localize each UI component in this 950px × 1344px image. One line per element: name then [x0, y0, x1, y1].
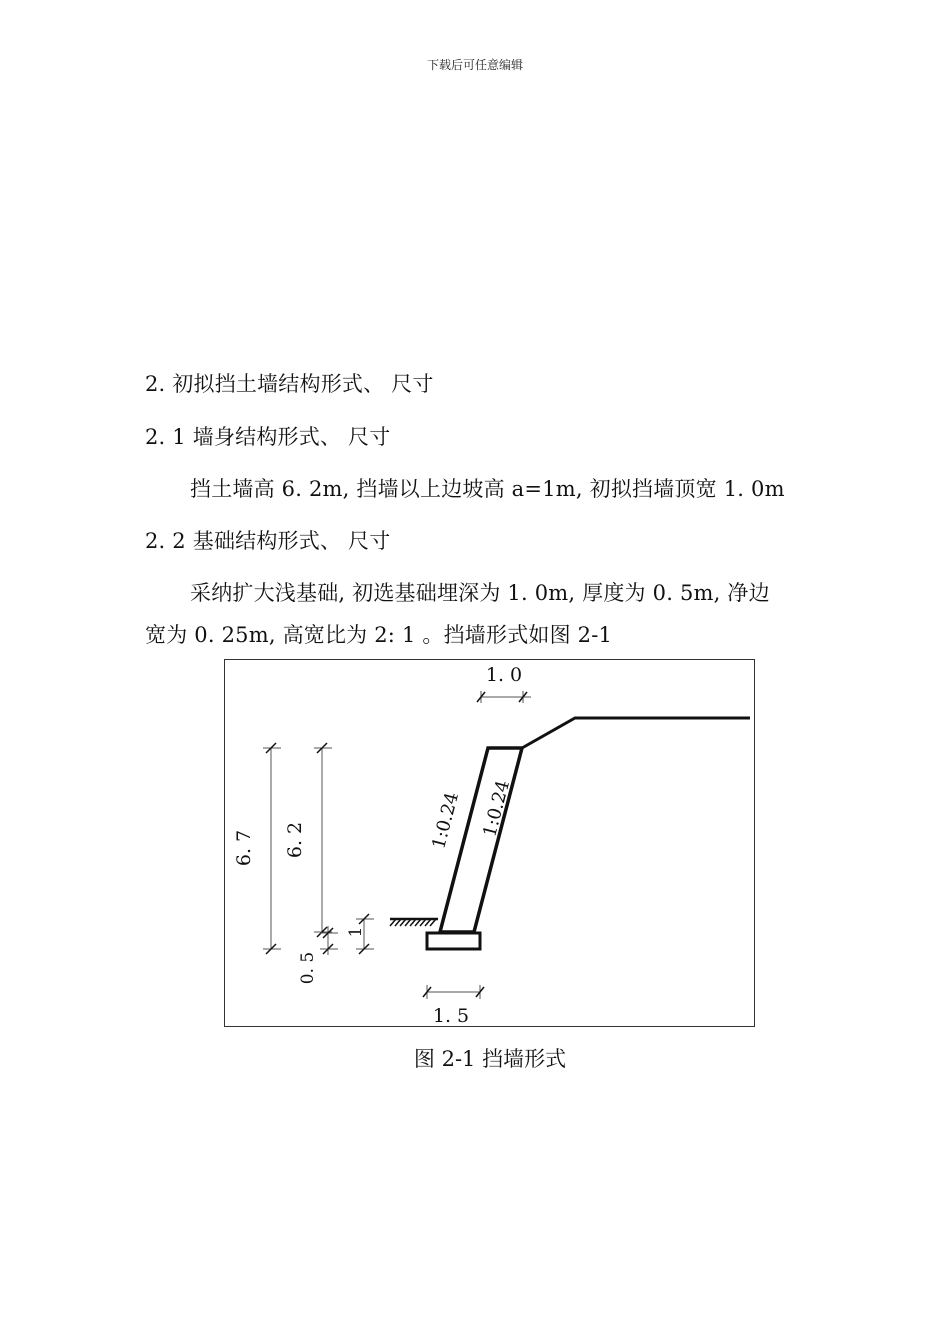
- section-2-2-title: 2. 2 基础结构形式、 尺寸: [145, 529, 391, 553]
- retaining-wall-figure: [224, 659, 755, 1027]
- figure-caption: 图 2-1 挡墙形式: [413, 1047, 567, 1071]
- dim-top-width-label: 1. 0: [485, 664, 523, 686]
- dim-wall-height: [314, 743, 332, 937]
- footing: [427, 933, 480, 949]
- front-ground-hatch: [390, 919, 438, 926]
- header-note: 下载后可任意编辑: [426, 58, 523, 72]
- dim-top-width: [477, 691, 531, 703]
- slope-front-label: 1:0.24: [428, 790, 464, 852]
- section-2-1-body: 挡土墙高 6. 2m, 挡墙以上边坡高 a=1m, 初拟挡墙顶宽 1. 0m: [190, 477, 785, 501]
- slope-line: [522, 718, 750, 748]
- wall-body: [440, 748, 522, 932]
- dim-footing-thickness-label: 0. 5: [298, 951, 318, 985]
- dim-total-height-label: 6. 7: [233, 829, 255, 867]
- dim-total-height: [263, 743, 281, 954]
- retaining-wall-diagram: [225, 660, 754, 1026]
- dim-wall-height-label: 6. 2: [284, 821, 306, 859]
- dim-footing-width-label: 1. 5: [432, 1005, 470, 1026]
- section-2-1-title: 2. 1 墙身结构形式、 尺寸: [145, 425, 391, 449]
- section-2-2-body-line1: 采纳扩大浅基础, 初选基础埋深为 1. 0m, 厚度为 0. 5m, 净边: [190, 581, 770, 605]
- dim-footing-width: [423, 985, 484, 999]
- section-2-title: 2. 初拟挡土墙结构形式、 尺寸: [145, 372, 434, 396]
- dim-embed-depth-label: 1: [346, 926, 366, 938]
- slope-back-label: 1:0.24: [479, 778, 515, 840]
- section-2-2-body-line2: 宽为 0. 25m, 高宽比为 2: 1 。挡墙形式如图 2-1: [145, 623, 613, 647]
